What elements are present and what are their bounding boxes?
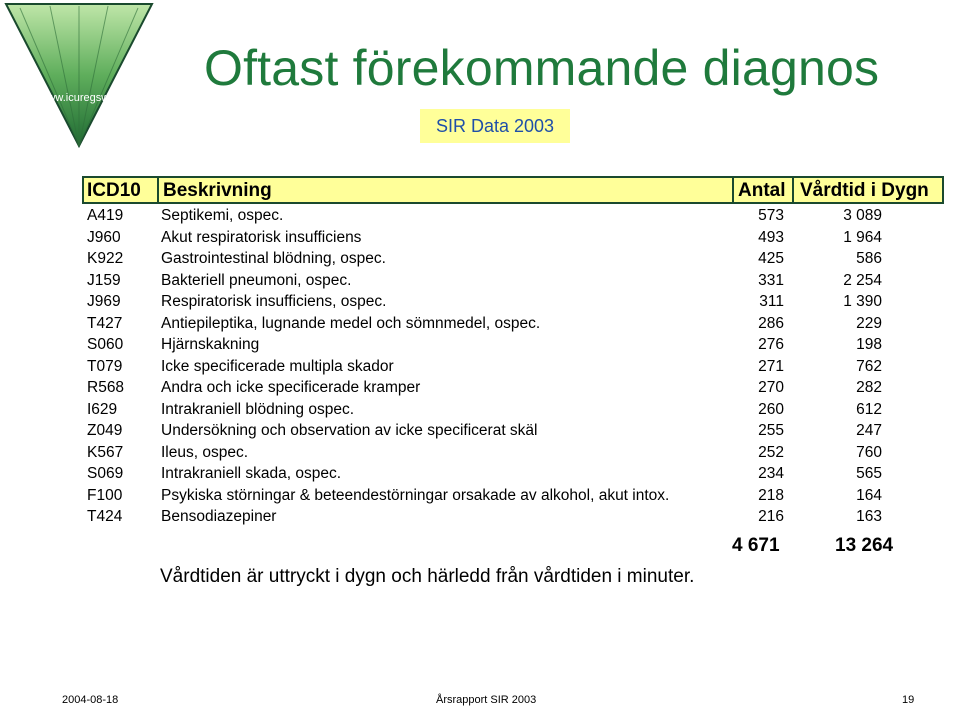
totals-row bbox=[650, 535, 950, 559]
row-code: F100 bbox=[87, 486, 123, 504]
row-los: 247 bbox=[856, 422, 882, 439]
table-row bbox=[82, 463, 944, 484]
row-count: 260 bbox=[758, 400, 784, 418]
row-count: 255 bbox=[758, 422, 784, 439]
table-row bbox=[82, 270, 944, 291]
footer-title: Årsrapport SIR 2003 bbox=[436, 694, 537, 706]
row-los: 229 bbox=[856, 314, 882, 332]
header-description: Beskrivning bbox=[163, 180, 272, 201]
row-count: 425 bbox=[758, 250, 784, 267]
footnote: Vårdtiden är uttryckt i dygn och härledd från vårdtiden i minuter. bbox=[160, 566, 695, 587]
row-code: J159 bbox=[87, 271, 121, 289]
table-row bbox=[82, 377, 944, 398]
table-row bbox=[82, 313, 944, 334]
table-row bbox=[82, 291, 944, 312]
row-count: 276 bbox=[758, 336, 784, 353]
row-code: T079 bbox=[87, 357, 123, 375]
row-description: Intrakraniell blödning ospec. bbox=[161, 400, 355, 418]
row-count: 216 bbox=[758, 508, 784, 525]
row-description: Hjärnskakning bbox=[161, 336, 260, 353]
total-los: 13 264 bbox=[835, 535, 894, 556]
row-code: T427 bbox=[87, 314, 123, 332]
row-description: Gastrointestinal blödning, ospec. bbox=[161, 250, 386, 267]
header-los: Vårdtid i Dygn bbox=[800, 180, 929, 201]
row-code: J969 bbox=[87, 293, 121, 310]
row-count: 218 bbox=[758, 486, 784, 504]
footer-date: 2004-08-18 bbox=[62, 694, 119, 706]
table-row bbox=[82, 248, 944, 269]
header-divider bbox=[157, 178, 159, 202]
logo-url[interactable]: http://www.icuregswe.org bbox=[12, 92, 135, 104]
row-code: S060 bbox=[87, 336, 124, 353]
header-divider bbox=[732, 178, 734, 202]
header-divider bbox=[792, 178, 794, 202]
row-code: Z049 bbox=[87, 422, 123, 439]
logo-triangle-icon bbox=[0, 0, 158, 150]
row-los: 2 254 bbox=[843, 271, 882, 289]
table-row bbox=[82, 227, 944, 248]
table-row bbox=[82, 485, 944, 506]
row-count: 252 bbox=[758, 443, 784, 461]
row-description: Bensodiazepiner bbox=[161, 508, 277, 525]
row-los: 282 bbox=[856, 379, 882, 396]
row-los: 1 390 bbox=[843, 293, 882, 310]
row-los: 198 bbox=[856, 336, 882, 353]
page-number: 19 bbox=[902, 694, 915, 706]
table-row bbox=[82, 356, 944, 377]
row-code: I629 bbox=[87, 400, 118, 418]
row-count: 573 bbox=[758, 207, 784, 224]
table-row bbox=[82, 205, 944, 226]
row-description: Andra och icke specificerade kramper bbox=[161, 379, 421, 396]
row-count: 311 bbox=[759, 293, 784, 310]
row-los: 612 bbox=[856, 400, 882, 418]
header-code: ICD10 bbox=[87, 180, 141, 201]
row-code: T424 bbox=[87, 508, 123, 525]
table-row bbox=[82, 506, 944, 527]
row-description: Intrakraniell skada, ospec. bbox=[161, 465, 342, 482]
table-row bbox=[82, 420, 944, 441]
row-code: K922 bbox=[87, 250, 124, 267]
row-code: A419 bbox=[87, 207, 124, 224]
row-description: Respiratorisk insufficiens, ospec. bbox=[161, 293, 387, 310]
row-description: Ileus, ospec. bbox=[161, 443, 249, 461]
page-title: Oftast förekommande diagnos bbox=[204, 40, 880, 96]
row-description: Bakteriell pneumoni, ospec. bbox=[161, 271, 352, 289]
total-count: 4 671 bbox=[732, 535, 780, 556]
row-los: 164 bbox=[856, 486, 882, 504]
row-count: 331 bbox=[758, 271, 784, 289]
row-count: 270 bbox=[758, 379, 784, 396]
row-code: J960 bbox=[87, 228, 121, 246]
row-description: Akut respiratorisk insufficiens bbox=[161, 228, 362, 246]
row-count: 234 bbox=[758, 465, 784, 482]
logo bbox=[0, 0, 158, 150]
row-code: R568 bbox=[87, 379, 125, 396]
row-description: Psykiska störningar & beteendestörningar orsakade av alkohol, akut intox. bbox=[161, 486, 670, 504]
row-description: Undersökning och observation av icke specificerat skäl bbox=[161, 422, 538, 439]
table-header bbox=[82, 176, 944, 204]
row-count: 493 bbox=[758, 228, 784, 246]
row-los: 760 bbox=[856, 443, 882, 461]
row-description: Septikemi, ospec. bbox=[161, 207, 284, 224]
row-los: 163 bbox=[856, 508, 882, 525]
table-row bbox=[82, 334, 944, 355]
header-count: Antal bbox=[738, 180, 786, 201]
table-row bbox=[82, 399, 944, 420]
row-los: 565 bbox=[856, 465, 882, 482]
row-los: 1 964 bbox=[843, 228, 882, 246]
row-description: Icke specificerade multipla skador bbox=[161, 357, 394, 375]
row-description: Antiepileptika, lugnande medel och sömnmedel, ospec. bbox=[161, 314, 541, 332]
row-count: 271 bbox=[758, 357, 784, 375]
row-count: 286 bbox=[758, 314, 784, 332]
row-los: 586 bbox=[856, 250, 882, 267]
subtitle-badge: SIR Data 2003 bbox=[420, 109, 570, 143]
row-code: K567 bbox=[87, 443, 124, 461]
row-code: S069 bbox=[87, 465, 124, 482]
table-row bbox=[82, 442, 944, 463]
row-los: 762 bbox=[856, 357, 882, 375]
row-los: 3 089 bbox=[843, 207, 882, 224]
